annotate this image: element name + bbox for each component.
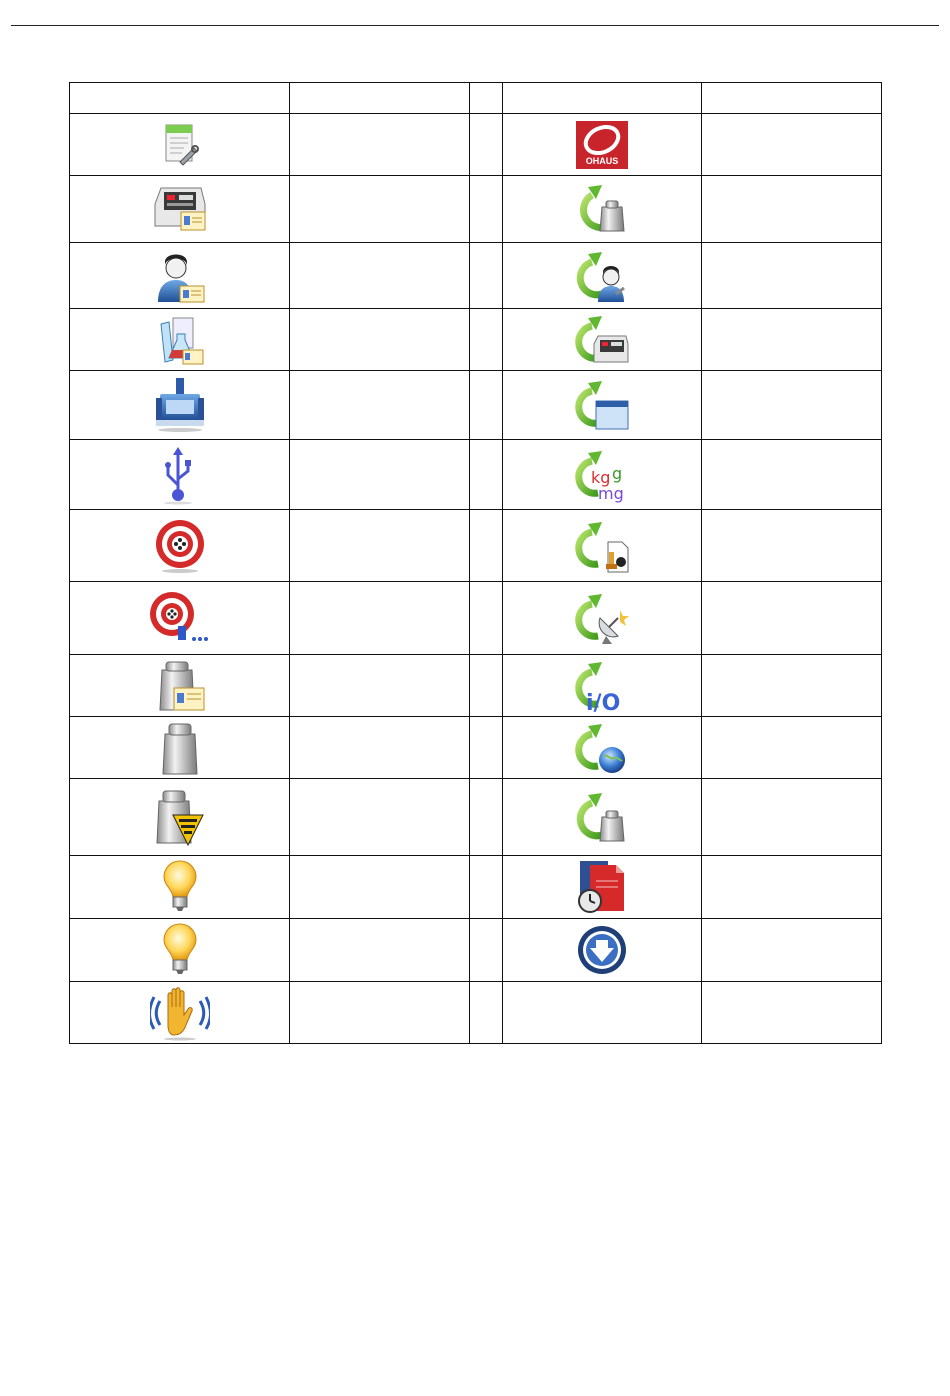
setup-document-icon bbox=[160, 122, 200, 168]
ohaus-logo-text: OHAUS bbox=[585, 155, 619, 166]
weight-card-icon bbox=[154, 658, 206, 714]
lightbulb-alt-icon bbox=[162, 922, 198, 978]
table-row bbox=[70, 176, 882, 243]
spacer-cell bbox=[470, 982, 503, 1044]
icon-cell bbox=[70, 582, 290, 655]
table-row bbox=[70, 440, 882, 510]
table-row bbox=[70, 919, 882, 982]
icon-cell bbox=[503, 309, 702, 371]
reset-weight-icon bbox=[572, 181, 632, 237]
mg-unit-text: mg bbox=[598, 483, 624, 503]
label-cell bbox=[290, 582, 470, 655]
icon-cell bbox=[503, 371, 702, 440]
header-cell bbox=[290, 83, 470, 114]
reset-units-icon bbox=[572, 447, 632, 503]
icon-cell bbox=[503, 655, 702, 717]
spacer-cell bbox=[470, 440, 503, 510]
kg-unit-text: kg bbox=[591, 467, 611, 487]
label-cell bbox=[702, 114, 882, 176]
table-row bbox=[70, 309, 882, 371]
usb-icon bbox=[160, 445, 200, 505]
icon-cell bbox=[70, 114, 290, 176]
spacer-cell bbox=[470, 582, 503, 655]
label-cell bbox=[702, 919, 882, 982]
label-cell bbox=[702, 309, 882, 371]
label-cell bbox=[702, 510, 882, 582]
label-cell bbox=[702, 440, 882, 510]
reset-io-icon bbox=[572, 658, 632, 714]
empty-icon-cell bbox=[503, 982, 702, 1044]
spacer-cell bbox=[470, 309, 503, 371]
download-circle-icon bbox=[576, 924, 628, 976]
label-cell bbox=[290, 655, 470, 717]
ohaus-logo-icon bbox=[574, 119, 630, 171]
table-row bbox=[70, 510, 882, 582]
icon-cell bbox=[503, 779, 702, 856]
reset-globe-icon bbox=[572, 720, 632, 776]
spacer-cell bbox=[470, 176, 503, 243]
label-cell bbox=[290, 982, 470, 1044]
lightbulb-icon bbox=[162, 859, 198, 915]
label-cell bbox=[702, 856, 882, 919]
lab-glassware-card-icon bbox=[155, 314, 205, 366]
label-cell bbox=[290, 114, 470, 176]
label-cell bbox=[290, 243, 470, 309]
target-data-icon bbox=[148, 590, 212, 646]
user-profile-card-icon bbox=[154, 248, 206, 304]
table-row bbox=[70, 243, 882, 309]
label-cell bbox=[290, 856, 470, 919]
reset-satellite-icon bbox=[572, 590, 632, 646]
table-row bbox=[70, 582, 882, 655]
icon-cell bbox=[70, 510, 290, 582]
icon-cell bbox=[70, 176, 290, 243]
header-cell bbox=[702, 83, 882, 114]
label-cell bbox=[702, 582, 882, 655]
g-unit-text: g bbox=[612, 463, 623, 483]
icon-cell bbox=[503, 582, 702, 655]
header-cell bbox=[503, 83, 702, 114]
icon-cell bbox=[503, 717, 702, 779]
label-cell bbox=[290, 779, 470, 856]
icon-cell bbox=[70, 371, 290, 440]
table-row bbox=[70, 856, 882, 919]
icon-cell bbox=[503, 114, 702, 176]
icon-cell bbox=[503, 856, 702, 919]
label-cell bbox=[290, 440, 470, 510]
icon-cell bbox=[70, 655, 290, 717]
table-row bbox=[70, 717, 882, 779]
icon-cell bbox=[503, 510, 702, 582]
icon-cell bbox=[503, 440, 702, 510]
spacer-cell bbox=[470, 919, 503, 982]
icon-cell bbox=[70, 982, 290, 1044]
reset-balance-icon bbox=[572, 312, 632, 368]
weight-warning-icon bbox=[155, 787, 205, 847]
reset-window-icon bbox=[572, 377, 632, 433]
spacer-cell bbox=[470, 717, 503, 779]
label-cell bbox=[290, 510, 470, 582]
icon-cell bbox=[70, 856, 290, 919]
table-row bbox=[70, 114, 882, 176]
target-icon bbox=[152, 518, 208, 574]
weight-icon bbox=[160, 720, 200, 776]
table-row bbox=[70, 371, 882, 440]
icon-cell bbox=[503, 919, 702, 982]
label-cell bbox=[290, 919, 470, 982]
balance-display-card-icon bbox=[151, 182, 209, 236]
icon-cell bbox=[70, 440, 290, 510]
label-cell bbox=[702, 655, 882, 717]
scheduled-document-icon bbox=[574, 859, 630, 915]
icon-cell bbox=[503, 243, 702, 309]
table-header-row bbox=[70, 83, 882, 114]
label-cell bbox=[702, 717, 882, 779]
icon-cell bbox=[70, 919, 290, 982]
spacer-cell bbox=[470, 371, 503, 440]
icon-cell bbox=[70, 717, 290, 779]
label-cell bbox=[702, 371, 882, 440]
spacer-cell bbox=[470, 510, 503, 582]
icon-table bbox=[69, 82, 882, 1044]
spacer-cell bbox=[470, 243, 503, 309]
spacer-cell bbox=[470, 655, 503, 717]
label-cell bbox=[702, 243, 882, 309]
label-cell bbox=[702, 779, 882, 856]
icon-cell bbox=[503, 176, 702, 243]
reset-user-icon bbox=[572, 248, 632, 304]
printer-icon bbox=[152, 376, 208, 434]
spacer-cell bbox=[470, 114, 503, 176]
reset-weight-alt-icon bbox=[572, 789, 632, 845]
vibrating-hand-icon bbox=[150, 985, 210, 1041]
icon-cell bbox=[70, 243, 290, 309]
label-cell bbox=[290, 176, 470, 243]
spacer-cell bbox=[470, 779, 503, 856]
label-cell bbox=[290, 309, 470, 371]
label-cell bbox=[290, 371, 470, 440]
table-row bbox=[70, 779, 882, 856]
label-cell bbox=[702, 176, 882, 243]
header-cell bbox=[470, 83, 503, 114]
label-cell bbox=[702, 982, 882, 1044]
icon-cell bbox=[70, 779, 290, 856]
table-row bbox=[70, 655, 882, 717]
icon-cell bbox=[70, 309, 290, 371]
io-text: i/O bbox=[586, 690, 621, 714]
reset-lock-icon bbox=[572, 518, 632, 574]
table-row bbox=[70, 982, 882, 1044]
top-rule bbox=[11, 25, 939, 26]
spacer-cell bbox=[470, 856, 503, 919]
label-cell bbox=[290, 717, 470, 779]
header-cell bbox=[70, 83, 290, 114]
